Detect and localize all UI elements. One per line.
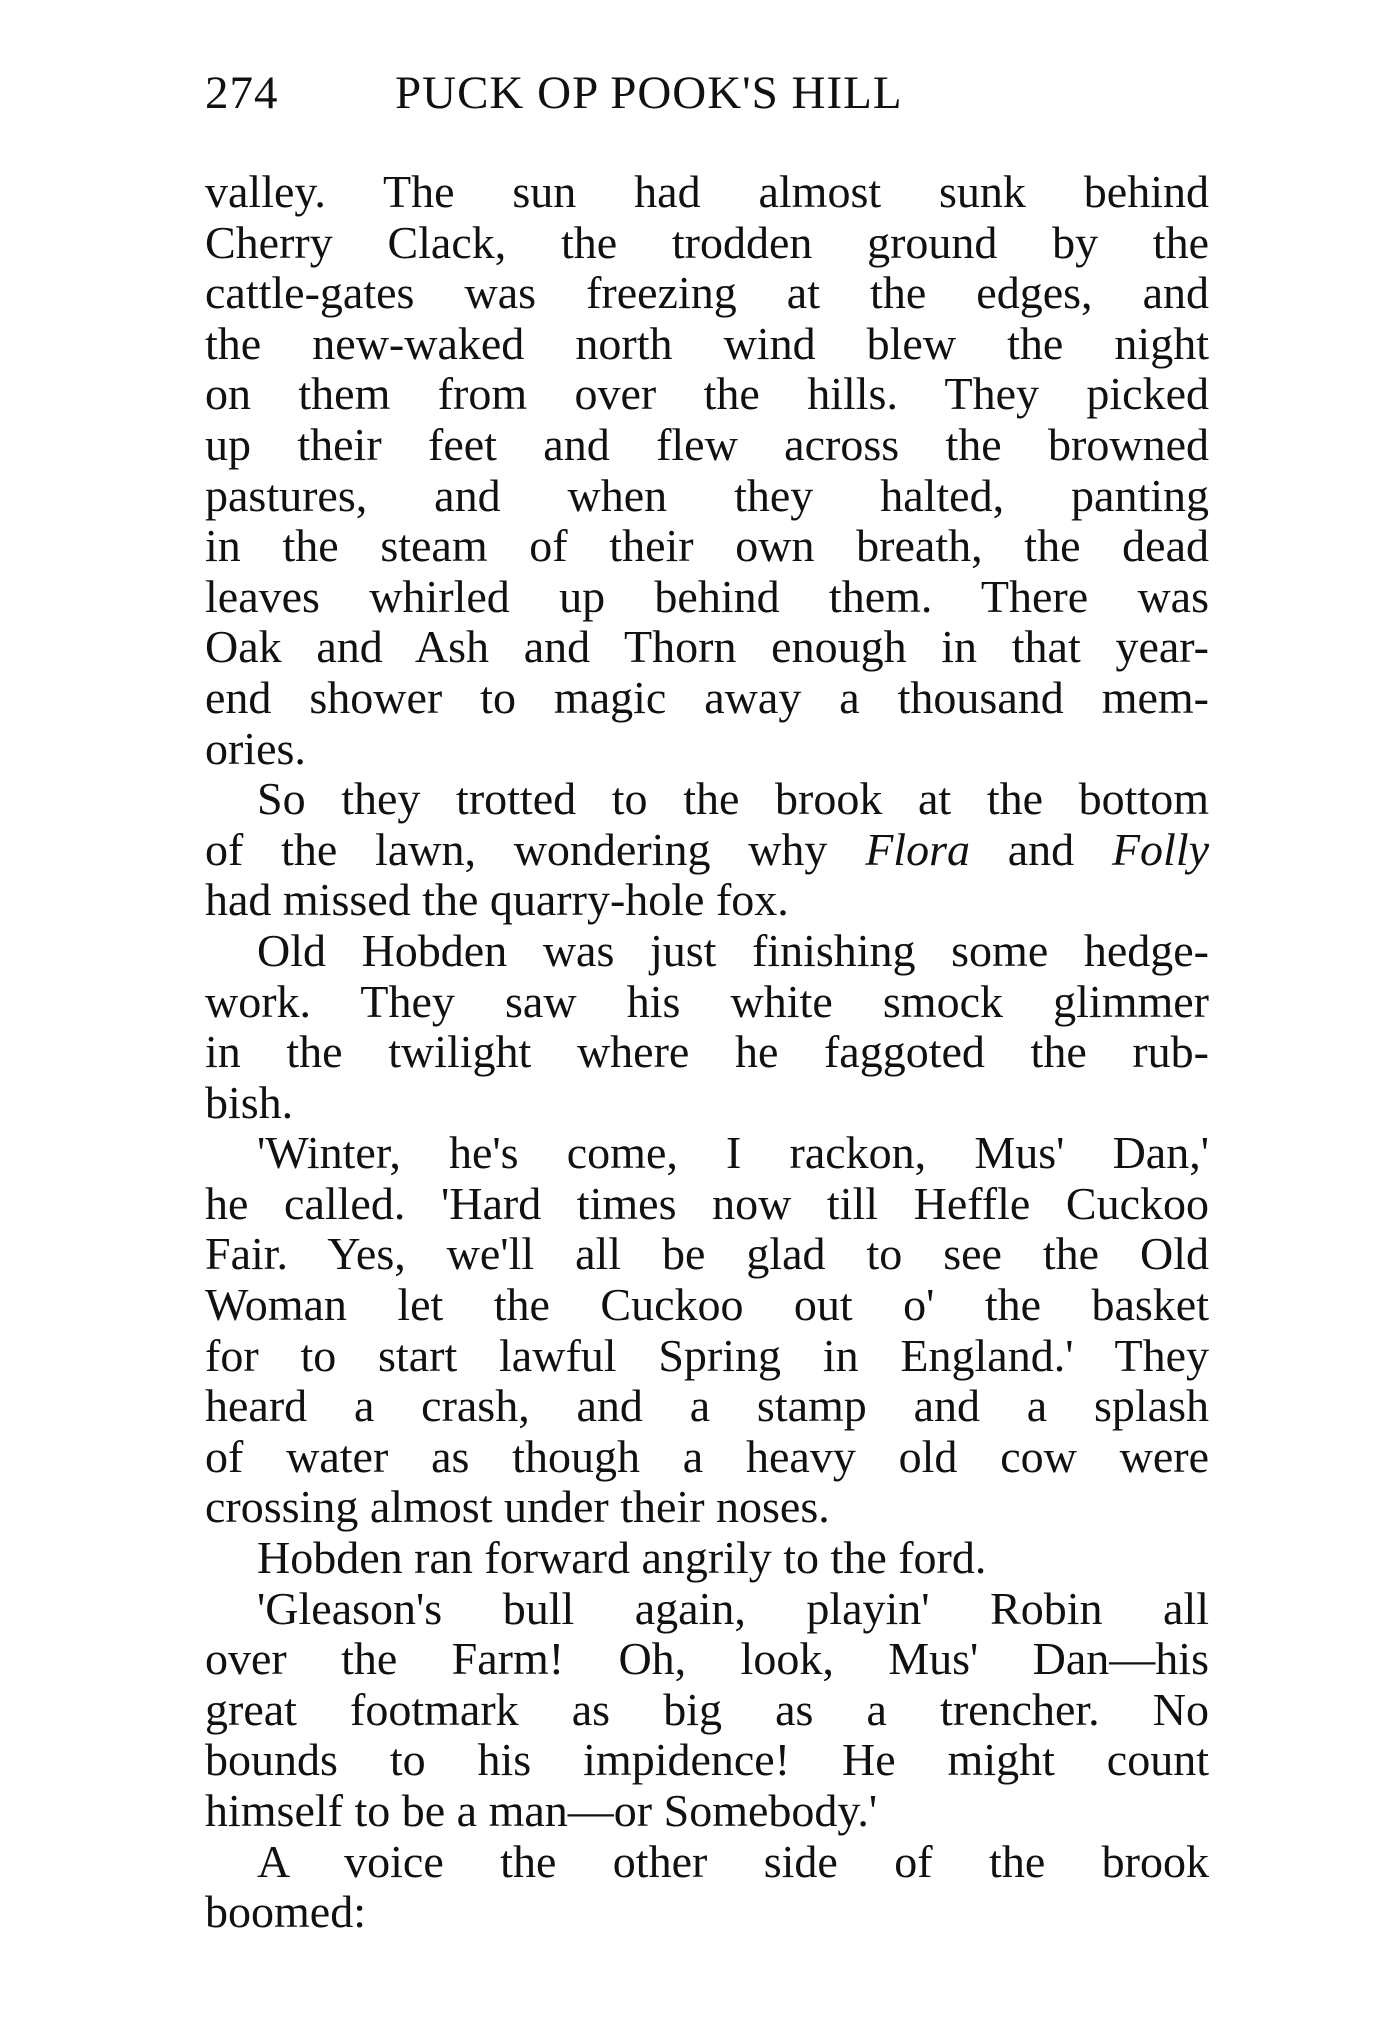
text-segment: 'Gleason's bull again, playin' Robin all	[257, 1583, 1209, 1634]
text-segment: ories.	[205, 723, 306, 774]
text-line	[205, 926, 1209, 977]
text-line	[205, 572, 1209, 623]
text-line	[205, 1837, 1209, 1888]
text-segment: great footmark as big as a trencher. No	[205, 1684, 1209, 1735]
book-title: PUCK OP POOK'S HILL	[395, 67, 903, 119]
text-segment: had missed the quarry-hole fox.	[205, 875, 789, 926]
text-line	[205, 218, 1209, 269]
page-number: 274	[205, 67, 279, 119]
text-segment: A voice the other side of the brook	[257, 1836, 1209, 1887]
text-segment: Cherry Clack, the trodden ground by the	[205, 217, 1209, 268]
text-line	[205, 1634, 1209, 1685]
text-line	[205, 369, 1209, 420]
text-line	[205, 521, 1209, 572]
text-segment: of water as though a heavy old cow were	[205, 1431, 1209, 1482]
text-segment: and	[969, 824, 1112, 875]
text-line	[205, 1735, 1209, 1786]
text-segment: in the twilight where he faggoted the rub-	[205, 1027, 1209, 1078]
text-segment: So they trotted to the brook at the bottom	[257, 774, 1209, 825]
text-line	[205, 977, 1209, 1028]
text-segment: Old Hobden was just finishing some hedge-	[257, 925, 1209, 976]
text-line	[205, 1331, 1209, 1382]
italic-text: Folly	[1111, 824, 1209, 875]
text-segment: Hobden ran forward angrily to the ford.	[257, 1533, 987, 1584]
text-segment: pastures, and when they halted, panting	[205, 470, 1209, 521]
text-segment: cattle-gates was freezing at the edges, and	[205, 268, 1209, 319]
text-line	[205, 471, 1209, 522]
text-line	[205, 622, 1209, 673]
text-line	[205, 1887, 1209, 1938]
text-segment: up their feet and flew across the browned	[205, 419, 1209, 470]
text-segment: leaves whirled up behind them. There was	[205, 571, 1209, 622]
text-line	[205, 774, 1209, 825]
text-line	[205, 319, 1209, 370]
text-segment: he called. 'Hard times now till Heffle Cuckoo	[205, 1178, 1209, 1229]
text-segment: bounds to his impidence! He might count	[205, 1735, 1209, 1786]
text-line	[205, 268, 1209, 319]
body-text	[205, 167, 1209, 1938]
text-line	[205, 167, 1209, 218]
text-segment: boomed:	[205, 1887, 366, 1938]
italic-text: Flora	[865, 824, 970, 875]
text-segment: in the steam of their own breath, the dead	[205, 521, 1209, 572]
text-line	[205, 724, 1209, 775]
text-segment: 'Winter, he's come, I rackon, Mus' Dan,'	[257, 1128, 1209, 1179]
text-segment: work. They saw his white smock glimmer	[205, 976, 1209, 1027]
text-line	[205, 420, 1209, 471]
text-line	[205, 1078, 1209, 1129]
text-segment: valley. The sun had almost sunk behind	[205, 167, 1209, 217]
text-segment: heard a crash, and a stamp and a splash	[205, 1381, 1209, 1432]
text-line	[205, 673, 1209, 724]
text-segment: on them from over the hills. They picked	[205, 369, 1209, 420]
text-line	[205, 1179, 1209, 1230]
text-line	[205, 1027, 1209, 1078]
text-segment: of the lawn, wondering why	[205, 824, 866, 875]
text-line	[205, 1786, 1209, 1837]
text-line	[205, 875, 1209, 926]
text-line	[205, 1533, 1209, 1584]
text-line	[205, 1128, 1209, 1179]
text-segment: Oak and Ash and Thorn enough in that year-	[205, 622, 1209, 673]
text-line	[205, 1685, 1209, 1736]
text-line	[205, 1432, 1209, 1483]
text-segment: bish.	[205, 1077, 294, 1128]
text-segment: over the Farm! Oh, look, Mus' Dan—his	[205, 1634, 1209, 1685]
text-line	[205, 1482, 1209, 1533]
text-segment: the new-waked north wind blew the night	[205, 318, 1209, 369]
text-segment: himself to be a man—or Somebody.'	[205, 1786, 878, 1836]
text-line	[205, 1381, 1209, 1432]
running-head	[205, 58, 1205, 128]
text-segment: Woman let the Cuckoo out o' the basket	[205, 1280, 1209, 1331]
text-line	[205, 1584, 1209, 1635]
text-segment: crossing almost under their noses.	[205, 1482, 830, 1533]
text-segment: for to start lawful Spring in England.' They	[205, 1330, 1209, 1381]
text-line	[205, 1280, 1209, 1331]
text-line	[205, 1229, 1209, 1280]
text-segment: end shower to magic away a thousand mem-	[205, 672, 1209, 723]
text-segment: Fair. Yes, we'll all be glad to see the Old	[205, 1229, 1209, 1280]
text-line	[205, 825, 1209, 876]
